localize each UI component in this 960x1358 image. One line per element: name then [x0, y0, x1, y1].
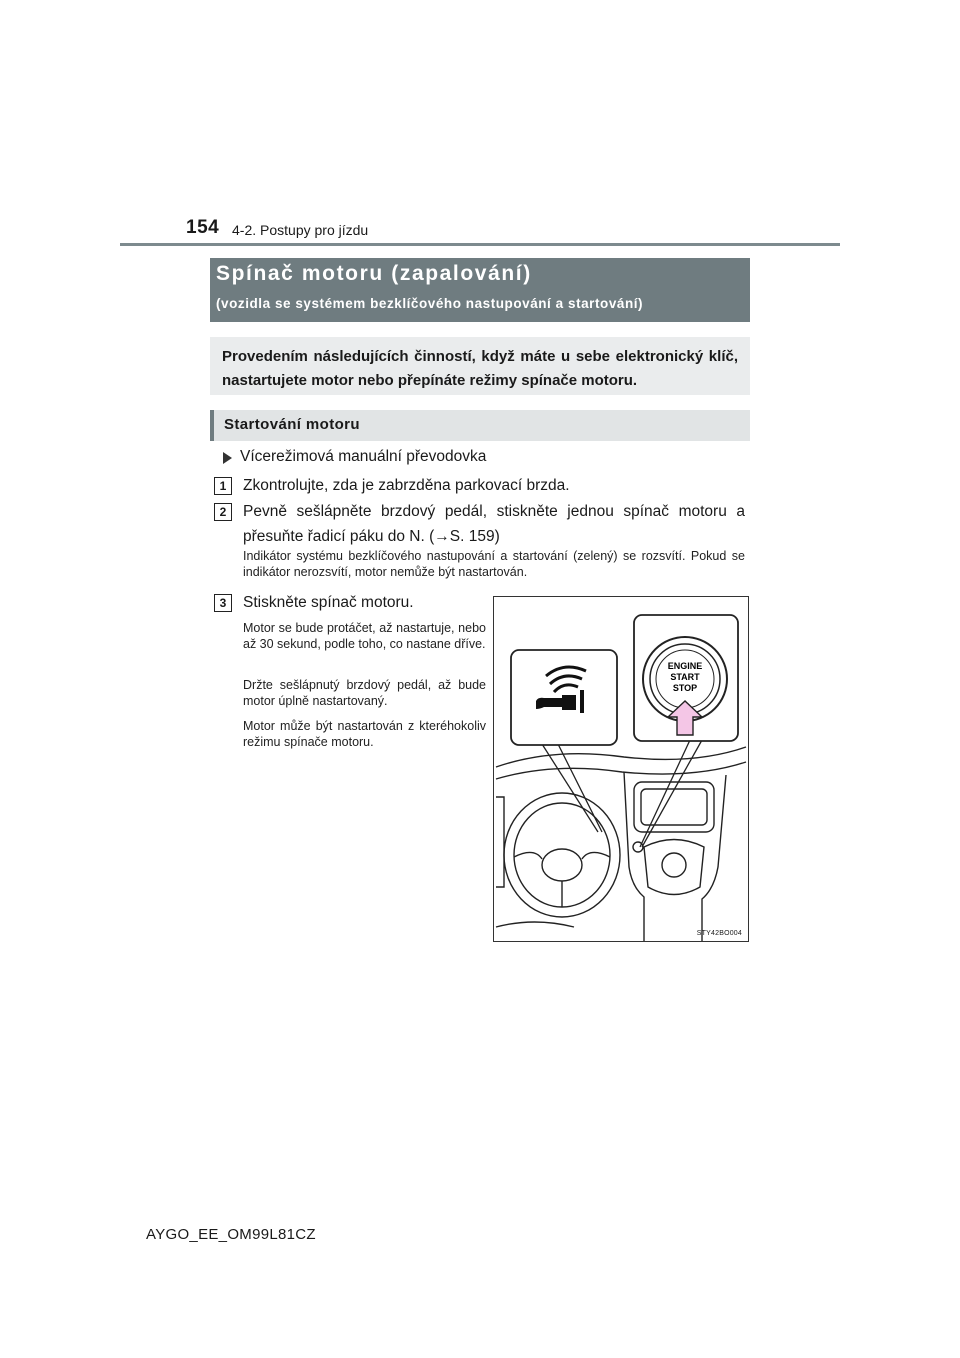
- dashboard-outline: [496, 747, 746, 941]
- page-title: Spínač motoru (zapalování): [216, 262, 532, 285]
- engine-switch-illustration: [493, 596, 749, 942]
- intro-box: [210, 337, 750, 395]
- step-number-2: 2: [214, 503, 232, 521]
- subsection-heading-box: [210, 410, 750, 441]
- page-number: 154: [186, 217, 220, 238]
- subsection-heading: Startování motoru: [224, 416, 360, 433]
- step-3-note-1: Motor se bude protáčet, až nastartuje, nebo až 30 sekund, podle toho, co nastane dříve.: [243, 621, 486, 651]
- step-2-note: Indikátor systému bezklíčového nastupování a startování (zelený) se rozsvítí. Pokud se indikátor nerozsvítí, motor nemůže být nastartován.: [243, 549, 745, 579]
- step-number-1: 1: [214, 477, 232, 495]
- document-code: AYGO_EE_OM99L81CZ: [146, 1226, 316, 1243]
- step-3-note-2: Držte sešlápnutý brzdový pedál, až bude motor úplně nastartovaný.: [243, 678, 486, 708]
- step-number-3: 3: [214, 594, 232, 612]
- transmission-bullet: Vícerežimová manuální převodovka: [240, 448, 487, 465]
- section-reference: 4-2. Postupy pro jízdu: [232, 222, 369, 238]
- button-label-stop: STOP: [672, 683, 698, 693]
- step-3-text: Stiskněte spínač motoru.: [243, 594, 414, 611]
- step-3-note-3: Motor může být nastartován z kteréhokoliv režimu spínače motoru.: [243, 719, 486, 749]
- figure-code: STY42BO004: [696, 930, 742, 937]
- step-1-text: Zkontrolujte, zda je zabrzděna parkovací brzda.: [243, 477, 570, 494]
- button-label-engine: ENGINE: [667, 661, 703, 671]
- button-label-start: START: [670, 672, 700, 682]
- bullet-triangle-icon: [223, 452, 232, 464]
- step-2-text: Pevně sešlápněte brzdový pedál, stiskněte jednou spínač motoru a přesuňte řadicí páku do N. (→S. 159): [243, 503, 745, 545]
- title-banner: [210, 258, 750, 322]
- intro-text: Provedením následujících činností, když máte u sebe elektronický klíč, nastartujete motor nebo přepínáte režimy spínače motoru.: [222, 348, 738, 389]
- steering-wheel-icon: [504, 793, 620, 917]
- page-subtitle: (vozidla se systémem bezklíčového nastupování a startování): [216, 296, 644, 311]
- dashboard-drawing: [494, 597, 748, 941]
- header-divider: [120, 243, 840, 246]
